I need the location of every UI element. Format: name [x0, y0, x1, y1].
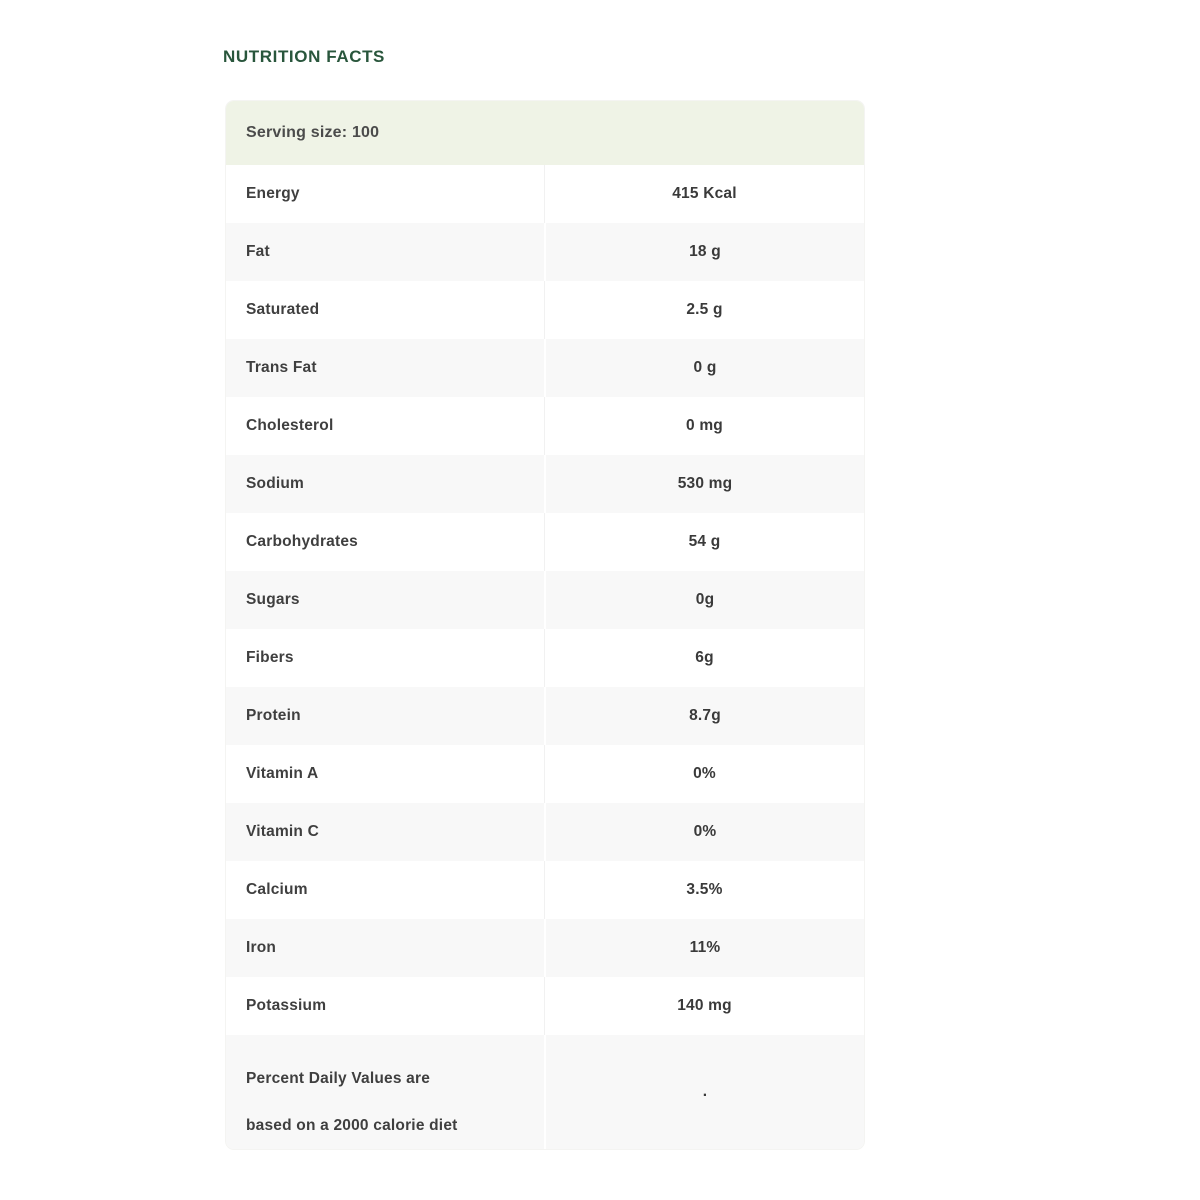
nutrient-value: 8.7g: [544, 687, 864, 745]
table-row: [226, 513, 864, 571]
table-row: [226, 919, 864, 977]
nutrient-value: 530 mg: [544, 455, 864, 513]
serving-size-label: Serving size: 100: [246, 124, 380, 141]
nutrient-value: 3.5%: [544, 861, 864, 919]
nutrient-value: 0 mg: [544, 397, 864, 455]
table-row: [226, 629, 864, 687]
nutrient-value: 140 mg: [544, 977, 864, 1035]
daily-values-note-value: .: [544, 1035, 864, 1149]
serving-size-header: [226, 101, 864, 165]
nutrient-label: Potassium: [246, 997, 327, 1014]
nutrient-label: Saturated: [246, 301, 320, 318]
nutrient-value: 0 g: [544, 339, 864, 397]
nutrient-value: 2.5 g: [544, 281, 864, 339]
nutrient-value: 415 Kcal: [544, 165, 864, 223]
daily-values-note-row: [226, 1035, 864, 1149]
table-row: [226, 165, 864, 223]
nutrient-label: Calcium: [246, 881, 308, 898]
nutrient-label: Sugars: [246, 591, 300, 608]
table-row: [226, 455, 864, 513]
daily-values-note-line2: based on a 2000 calorie diet: [246, 1117, 458, 1134]
table-row: [226, 977, 864, 1035]
table-row: [226, 571, 864, 629]
nutrition-facts-title: NUTRITION FACTS: [223, 47, 385, 66]
nutrient-value: 11%: [544, 919, 864, 977]
table-row: [226, 339, 864, 397]
nutrient-label: Fibers: [246, 649, 294, 666]
nutrient-label: Protein: [246, 707, 301, 724]
table-row: [226, 687, 864, 745]
table-row: [226, 803, 864, 861]
table-row: [226, 223, 864, 281]
nutrient-label: Vitamin A: [246, 765, 319, 782]
nutrient-value: 0%: [544, 803, 864, 861]
table-row: [226, 397, 864, 455]
nutrient-label: Carbohydrates: [246, 533, 358, 550]
nutrient-label: Energy: [246, 185, 300, 202]
nutrition-table: [226, 165, 864, 1149]
nutrient-label: Trans Fat: [246, 359, 317, 376]
nutrient-label: Vitamin C: [246, 823, 320, 840]
nutrient-value: 0g: [544, 571, 864, 629]
table-row: [226, 281, 864, 339]
nutrient-label: Iron: [246, 939, 277, 956]
nutrient-value: 18 g: [544, 223, 864, 281]
table-row: [226, 861, 864, 919]
nutrient-value: 0%: [544, 745, 864, 803]
daily-values-note: [226, 1035, 544, 1149]
nutrient-label: Fat: [246, 243, 270, 260]
nutrient-label: Sodium: [246, 475, 305, 492]
daily-values-note-line1: Percent Daily Values are: [246, 1070, 431, 1087]
nutrient-value: 54 g: [544, 513, 864, 571]
nutrition-facts-card: [225, 100, 865, 1150]
nutrient-value: 6g: [544, 629, 864, 687]
nutrient-label: Cholesterol: [246, 417, 334, 434]
table-row: [226, 745, 864, 803]
